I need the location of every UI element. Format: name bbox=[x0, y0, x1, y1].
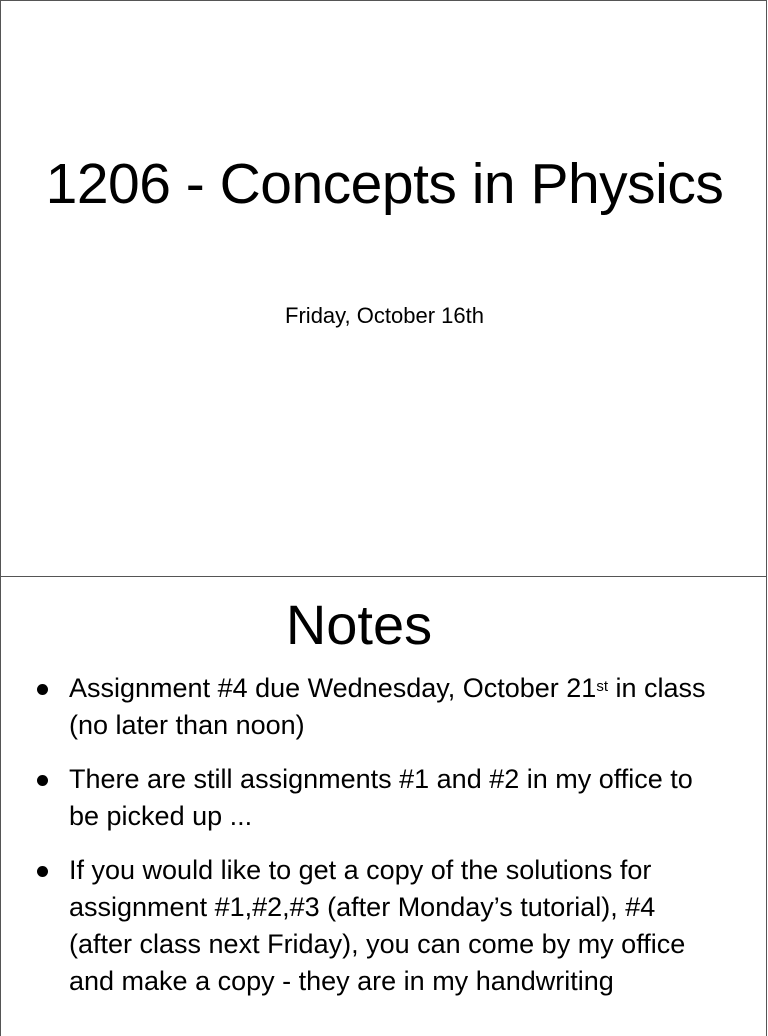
ordinal-superscript: st bbox=[596, 678, 608, 695]
list-item bbox=[1, 761, 768, 835]
notes-slide bbox=[0, 576, 767, 1036]
slide-date: Friday, October 16th bbox=[285, 303, 484, 328]
bullet-text: If you would like to get a copy of the solutions for assignment #1,#2,#3 (after Monday’s tutorial), #4 (after class next Friday), you can come by my office and make a copy - they are in my handwriting bbox=[69, 855, 686, 996]
list-item bbox=[1, 670, 768, 744]
notes-list bbox=[1, 670, 768, 1017]
bullet-icon bbox=[37, 775, 48, 786]
slide-title: 1206 - Concepts in Physics bbox=[45, 152, 724, 216]
list-item bbox=[1, 852, 768, 1000]
bullet-icon bbox=[37, 866, 48, 877]
bullet-text-start: Assignment #4 due Wednesday, October 21 bbox=[69, 673, 597, 703]
bullet-text: There are still assignments #1 and #2 in my office to be picked up ... bbox=[69, 764, 693, 831]
bullet-icon bbox=[37, 684, 48, 695]
notes-heading: Notes bbox=[285, 593, 433, 656]
bullet-text-end: in class (no later than noon) bbox=[69, 673, 706, 740]
